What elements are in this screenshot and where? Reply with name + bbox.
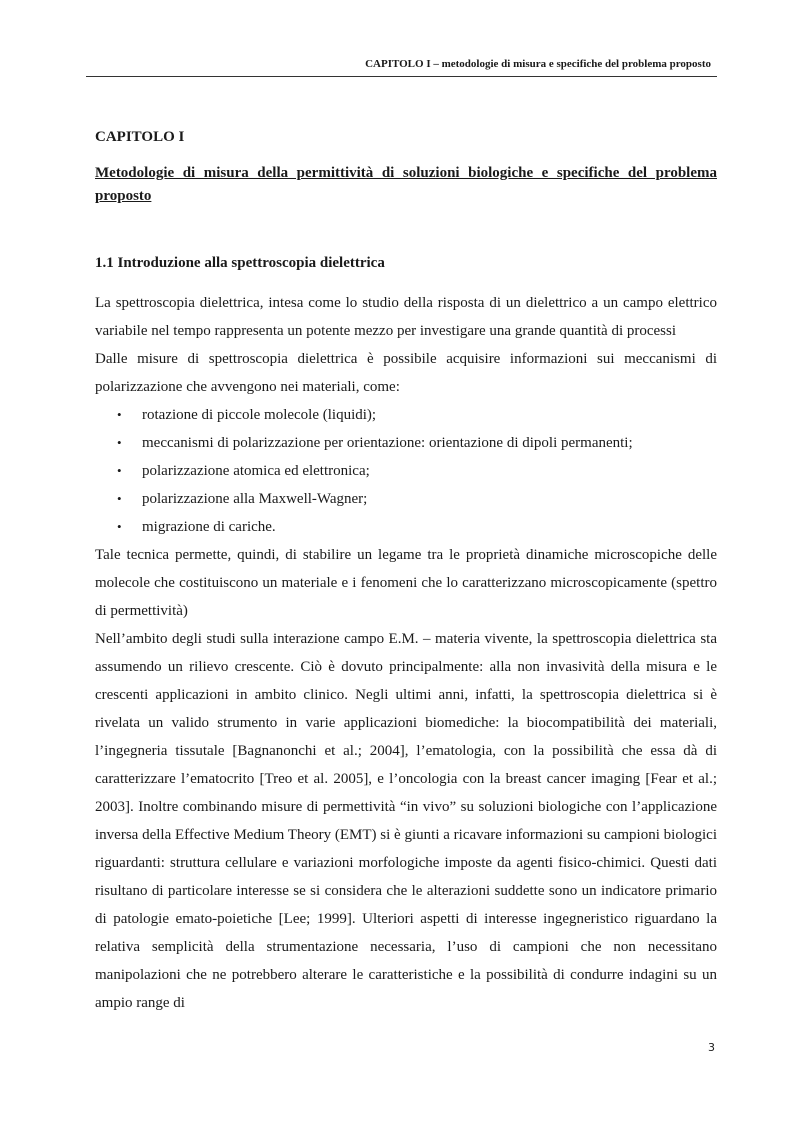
list-item-text: polarizzazione atomica ed elettronica; bbox=[142, 463, 370, 479]
header-divider bbox=[86, 76, 717, 77]
bullet-list bbox=[95, 401, 717, 541]
chapter-title: Metodologie di misura della permittività di soluzioni biologiche e specifiche del problema proposto bbox=[95, 165, 717, 204]
list-item bbox=[95, 429, 717, 457]
bullet-icon: • bbox=[117, 435, 122, 450]
list-item bbox=[95, 485, 717, 513]
paragraph-intro: La spettroscopia dielettrica, intesa come lo studio della risposta di un dielettrico a un campo elettrico variabile nel tempo rappresenta un potente mezzo per investigare una grande quantità di processi bbox=[95, 295, 717, 339]
list-item bbox=[95, 401, 717, 429]
section-heading: 1.1 Introduzione alla spettroscopia dielettrica bbox=[95, 255, 385, 271]
list-item bbox=[95, 513, 717, 541]
body-text bbox=[95, 289, 717, 1017]
list-item-text: meccanismi di polarizzazione per orientazione: orientazione di dipoli permanenti; bbox=[142, 435, 633, 451]
bullet-icon: • bbox=[117, 463, 122, 478]
page-number: 3 bbox=[708, 1041, 715, 1054]
list-item bbox=[95, 457, 717, 485]
paragraph-applications: Nell’ambito degli studi sulla interazione campo E.M. – materia vivente, la spettroscopia dielettrica sta assumendo un rilievo crescente. Ciò è dovuto principalmente: alla non invasività della misura e le crescenti applicazioni in ambito clinico. Negli ultimi anni, infatti, la spettroscopia dielettrica si è rivelata un valido strumento in varie applicazioni biomediche: la biocompatibilità dei materiali, l’ingegneria tissutale [Bagnanonchi et al.; 2004], l’ematologia, con la possibilità che essa dà di caratterizzare l’ematocrito [Treo et al. 2005], e l’oncologia con la breast cancer imaging [Fear et al.; 2003]. Inoltre combinando misure di permettività “in vivo” su soluzioni biologiche con l’applicazione inversa della Effective Medium Theory (EMT) si è giunti a ricavare informazioni su campioni biologici riguardanti: struttura cellulare e variazioni morfologiche imposte da agenti fisico-chimici. Questi dati risultano di particolare interesse se si considera che le alterazioni suddette sono un indicatore primario di patologie emato-poietiche [Lee; 1999]. Ulteriori aspetti di interesse ingegneristico riguardano la relativa semplicità della strumentazione necessaria, l’uso di campioni che non necessitano manipolazioni che ne potrebbero alterare le caratteristiche e la possibilità di condurre indagini su un ampio range di bbox=[95, 631, 717, 1011]
running-header: CAPITOLO I – metodologie di misura e specifiche del problema proposto bbox=[365, 58, 711, 70]
bullet-icon: • bbox=[117, 491, 122, 506]
list-item-text: rotazione di piccole molecole (liquidi); bbox=[142, 407, 377, 423]
bullet-icon: • bbox=[117, 407, 122, 422]
list-item-text: migrazione di cariche. bbox=[142, 519, 276, 535]
list-item-text: polarizzazione alla Maxwell-Wagner; bbox=[142, 491, 368, 507]
paragraph-polarization: Dalle misure di spettroscopia dielettrica è possibile acquisire informazioni sui meccanismi di polarizzazione che avvengono nei materiali, come: bbox=[95, 351, 717, 395]
bullet-icon: • bbox=[117, 519, 122, 534]
paragraph-technique: Tale tecnica permette, quindi, di stabilire un legame tra le proprietà dinamiche microscopiche delle molecole che costituiscono un materiale e i fenomeni che lo caratterizzano microscopicamente (spettro di permettività) bbox=[95, 547, 717, 619]
chapter-label: CAPITOLO I bbox=[95, 129, 185, 145]
